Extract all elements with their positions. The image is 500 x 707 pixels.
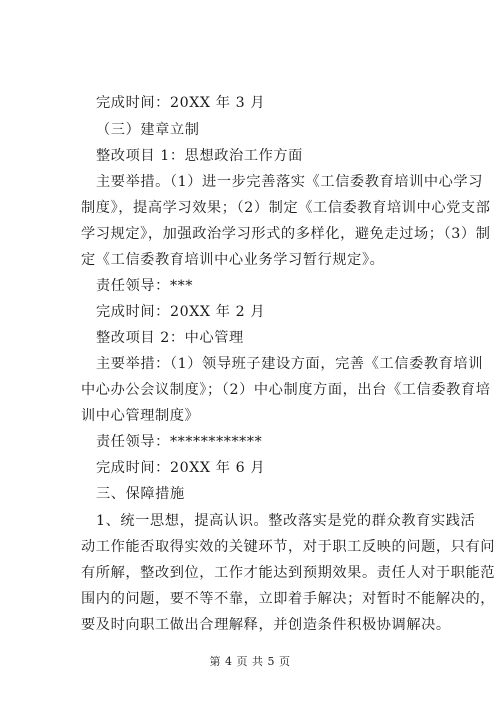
completion-time-line: 完成时间：20XX 年 2 月 xyxy=(96,304,266,320)
paragraph-line: 主要举措。（1）进一步完善落实《工信委教育培训中心学习 xyxy=(96,174,484,190)
paragraph-line: 围内的问题，要不等不靠，立即着手解决；对暂时不能解决的， xyxy=(81,591,496,607)
paragraph-line: 要及时向职工做出合理解释，并创造条件积极协调解决。 xyxy=(81,617,451,633)
paragraph-line: 制度》，提高学习效果；（2）制定《工信委教育培训中心党支部 xyxy=(81,200,491,216)
completion-time-line: 完成时间：20XX 年 6 月 xyxy=(96,460,266,476)
responsible-leader-line: 责任领导：*** xyxy=(96,278,194,294)
item-heading: 整改项目 1：思想政治工作方面 xyxy=(96,148,303,164)
paragraph-line: 中心办公会议制度》；（2）中心制度方面，出台《工信委教育培 xyxy=(81,382,491,398)
responsible-leader-line: 责任领导：************ xyxy=(96,434,263,450)
paragraph-line: 动工作能否取得实效的关键环节，对于职工反映的问题，只有问 xyxy=(81,539,496,555)
paragraph-line: 1、统一思想，提高认识。整改落实是党的群众教育实践活 xyxy=(96,513,476,529)
paragraph-line: 定《工信委教育培训中心业务学习暂行规定》。 xyxy=(81,252,385,268)
paragraph-line: 有所解，整改到位，工作才能达到预期效果。责任人对于职能范 xyxy=(81,565,496,581)
item-heading: 整改项目 2：中心管理 xyxy=(96,330,244,346)
paragraph-line: 训中心管理制度》 xyxy=(81,408,200,424)
page-number-footer: 第 4 页 共 5 页 xyxy=(209,655,291,668)
section-heading: 三、保障措施 xyxy=(96,486,185,502)
paragraph-line: 学习规定》，加强政治学习形式的多样化，避免走过场；（3）制 xyxy=(81,226,491,242)
completion-time-line: 完成时间：20XX 年 3 月 xyxy=(96,95,266,111)
paragraph-line: 主要举措：（1）领导班子建设方面，完善《工信委教育培训 xyxy=(96,356,484,372)
section-heading: （三）建章立制 xyxy=(96,122,200,138)
